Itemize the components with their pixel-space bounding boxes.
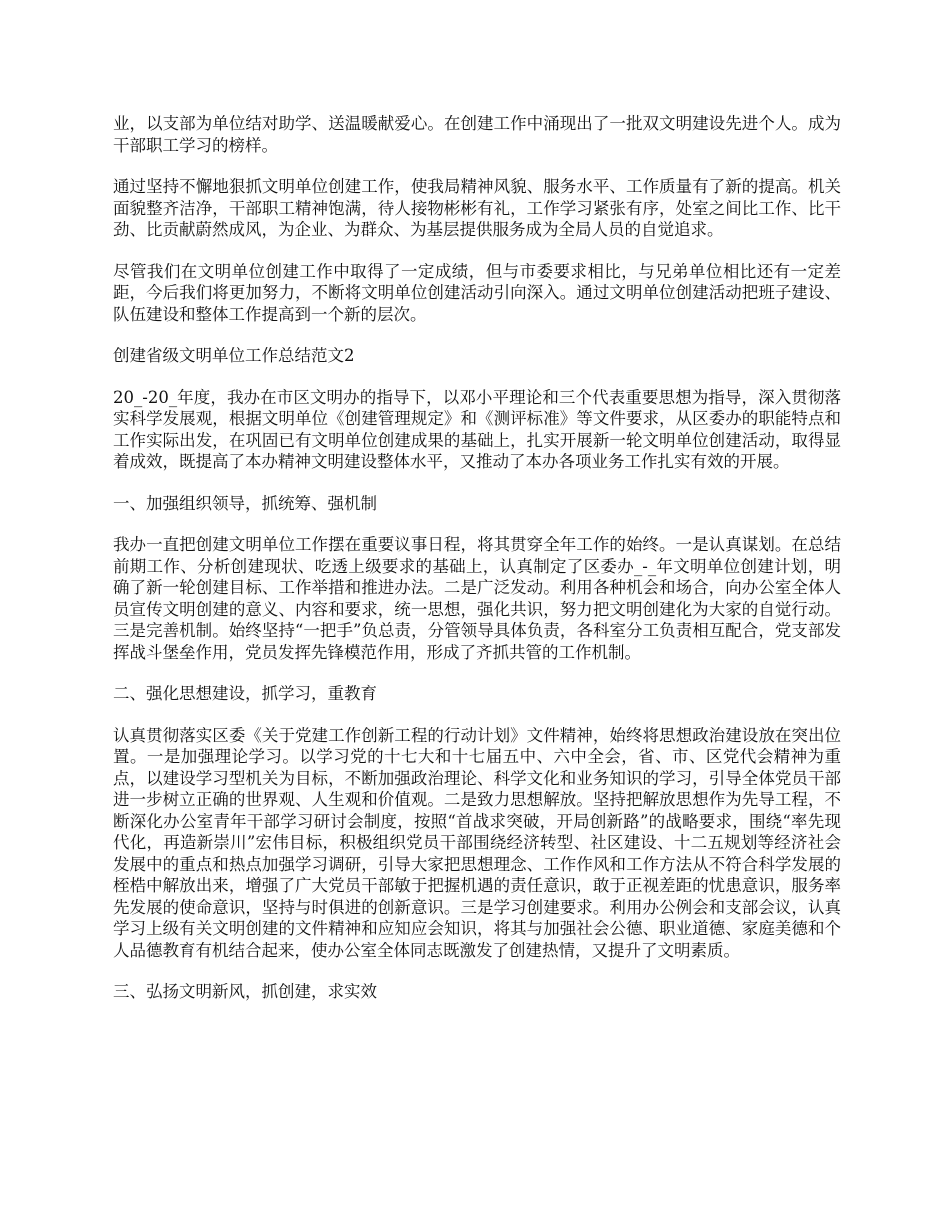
paragraph-annual-overview: 20_-20_年度，我办在市区文明办的指导下，以邓小平理论和三个代表重要思想为指导，深入贯彻落实科学发展观，根据文明单位《创建管理规定》和《测评标准》等文件要求，从区委办的职能特点和工作实际出发，在巩固已有文明单位创建成果的基础上，扎实开展新一轮文明单位创建活动，取得显着成效，既提高了本办精神文明建设整体水平，又推动了本办各项业务工作扎实有效的开展。 bbox=[113, 387, 841, 471]
paragraph-organization-leadership: 我办一直把创建文明单位工作摆在重要议事日程，将其贯穿全年工作的始终。一是认真谋划。在总结前期工作、分析创建现状、吃透上级要求的基础上，认真制定了区委办_-_年文明单位创建计划，明确了新一轮创建目标、工作举措和推进办法。二是广泛发动。利用各种机会和场合，向办公室全体人员宣传文明创建的意义、内容和要求，统一思想，强化共识，努力把文明创建化为大家的自觉行动。三是完善机制。始终坚持“一把手”负总责，分管领导具体负责，各科室分工负责相互配合，党支部发挥战斗堡垒作用，党员发挥先锋模范作用，形成了齐抓共管的工作机制。 bbox=[113, 535, 841, 662]
paragraph-ideological-building: 认真贯彻落实区委《关于党建工作创新工程的行动计划》文件精神，始终将思想政治建设放在突出位置。一是加强理论学习。以学习党的十七大和十七届五中、六中全会，省、市、区党代会精神为重点，以建设学习型机关为目标，不断加强政治理论、科学文化和业务知识的学习，引导全体党员干部进一步树立正确的世界观、人生观和价值观。二是致力思想解放。坚持把解放思想作为先导工程，不断深化办公室青年干部学习研讨会制度，按照“首战求突破，开局创新路”的战略要求，围绕“率先现代化，再造新崇川”宏伟目标，积极组织党员干部围绕经济转型、社区建设、十二五规划等经济社会发展中的重点和热点加强学习调研，引导大家把思想理念、工作作风和工作方法从不符合科学发展的桎梏中解放出来，增强了广大党员干部敏于把握机遇的责任意识，敢于正视差距的忧患意识，服务率先发展的使命意识，坚持与时俱进的创新意识。三是学习创建要求。利用办公例会和支部会议，认真学习上级有关文明创建的文件精神和应知应会知识，将其与加强社会公德、职业道德、家庭美德和个人品德教育有机结合起来，使办公室全体同志既激发了创建热情，又提升了文明素质。 bbox=[113, 725, 841, 960]
paragraph-volunteer-help: 业，以支部为单位结对助学、送温暖献爱心。在创建工作中涌现出了一批双文明建设先进个人。成为干部职工学习的榜样。 bbox=[113, 114, 841, 155]
heading-organization-leadership: 一、加强组织领导，抓统筹、强机制 bbox=[113, 493, 377, 513]
heading-civilized-customs: 三、弘扬文明新风，抓创建，求实效 bbox=[113, 982, 377, 1001]
paragraph-bureau-improvement: 通过坚持不懈地狠抓文明单位创建工作，使我局精神风貌、服务水平、工作质量有了新的提高。机关面貌整齐洁净，干部职工精神饱满，待人接物彬彬有礼，工作学习紧张有序，处室之间比工作、比干劲、比贡献蔚然成风，为企业、为群众、为基层提供服务成为全局人员的自觉追求。 bbox=[113, 177, 841, 239]
section-title-example-2: 创建省级文明单位工作总结范文2 bbox=[113, 346, 355, 365]
document-page bbox=[113, 113, 841, 1023]
heading-ideological-building: 二、强化思想建设，抓学习，重教育 bbox=[113, 684, 377, 703]
paragraph-future-effort: 尽管我们在文明单位创建工作中取得了一定成绩，但与市委要求相比，与兄弟单位相比还有一定差距，今后我们将更加努力，不断将文明单位创建活动引向深入。通过文明单位创建活动把班子建设、队伍建设和整体工作提高到一个新的层次。 bbox=[113, 261, 841, 324]
